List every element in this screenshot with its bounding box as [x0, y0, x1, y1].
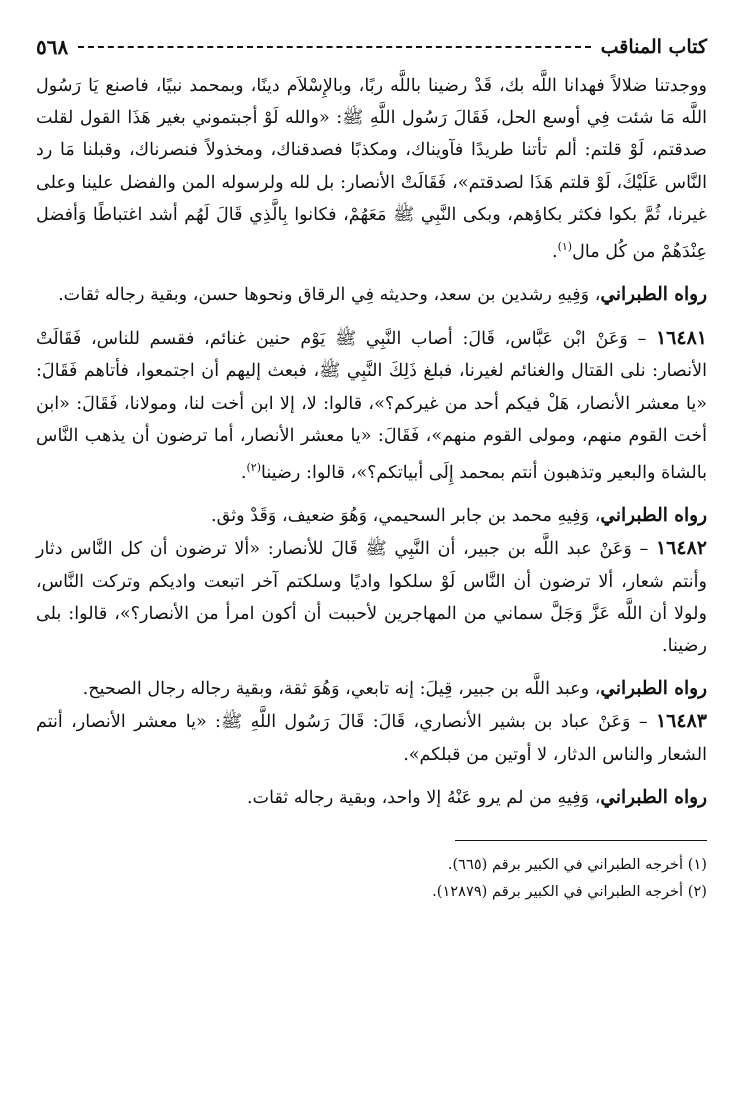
footnote-1: (١) أخرجه الطبراني في الكبير برقم (٦٦٥). [447, 855, 707, 873]
hadith-paragraph: ١٦٤٨١ – وَعَنْ ابْن عَبَّاس، قَالَ: أصاب النَّبِي ﷺ يَوْم حنين غنائم، فقسم للناس، فَقَالَتْ الأنصار: نلى القتال والغنائم لغيرنا، فبلغ ذَلِكَ النَّبِي ﷺ، فبعث إليهم أن اجتمعوا، فأتاهم فَقَالَ: «يا معشر الأنصار، هَلْ فيكم أحد من غيركم؟»، قالوا: لا، إلا ابن أخت لنا، ومولانا، فَقَالَ: «ابن أخت القوم منهم، ومولى القوم منهم»، فَقَالَ: «يا معشر الأنصار، أما ترضون أن يذهب النَّاس بالشاة والبعير وتذهبون أنتم بمحمد إِلَى أبياتكم؟»، قالوا: رضينا$^{(٢)}$. [36, 327, 707, 483]
footnote-separator [455, 840, 707, 841]
hadith-number: ١٦٤٨٣ [655, 710, 707, 733]
page-header [36, 32, 707, 62]
narration-note [36, 673, 707, 705]
narration-note [36, 782, 707, 814]
narrator-label: رواه الطبراني [600, 284, 707, 306]
page-body [36, 70, 707, 905]
paragraph-text: – وَعَنْ ابْن عَبَّاس، قَالَ: أصاب النَّبِي ﷺ يَوْم حنين غنائم، فقسم للناس، فَقَالَتْ الأنصار: نلى القتال والغنائم لغيرنا، فبلغ ذَلِكَ النَّبِي ﷺ، فبعث إليهم أن اجتمعوا، فأتاهم فَقَالَ: «يا معشر الأنصار، هَلْ فيكم أحد من غيركم؟»، قالوا: لا، إلا ابن أخت لنا، ومولانا، فَقَالَ: «ابن أخت القوم منهم، ومولى القوم منهم»، فَقَالَ: «يا معشر الأنصار، أما ترضون أن يذهب النَّاس بالشاة والبعير وتذهبون أنتم بمحمد إِلَى أبياتكم؟»، قالوا: رضينا [36, 329, 707, 483]
paragraph-text: ، وَفِيهِ من لم يرو عَنْهُ إلا واحد، وبقية رجاله ثقات. [246, 787, 601, 808]
narration-note [36, 279, 707, 311]
narrator-label: رواه الطبراني [600, 505, 707, 527]
hadith-paragraph [36, 705, 707, 770]
header-dashed-rule [78, 46, 590, 48]
footnote-ref: (١) [557, 240, 573, 254]
paragraph-text: ، وعبد اللَّه بن جبير، قِيلَ: إنه تابعي، وَهُوَ ثقة، وبقية رجاله رجال الصحيح. [82, 679, 601, 700]
narrator-label: رواه الطبراني [600, 678, 707, 700]
footnote-2: (٢) أخرجه الطبراني في الكبير برقم (١٢٨٧٩). [432, 882, 707, 900]
hadith-continuation-paragraph: ووجدتنا ضلالاً فهدانا اللَّه بك، قَدْ رضينا باللَّه ربًا، وبالإِسْلاَم دينًا، وبمحمد نبيًا، فاصنع يَا رَسُول اللَّه مَا شئت فِي أوسع الحل، فَقَالَ رَسُول اللَّهِ ﷺ: «والله لَوْ أجبتموني بغير هَذَا القول لقلت صدقتم، لَوْ قلتم: ألم تأتنا طريدًا فآويناك، ومكذبًا فصدقناك، ومخذولاً فنصرناك، وقبلنا مَا رد النَّاس عَلَيْكَ، لَوْ قلتم هَذَا لصدقتم»، فَقَالَتْ الأنصار: بل لله ولرسوله المن والفضل علينا وعلى غيرنا، ثُمَّ بكوا فكثر بكاؤهم، وبكى النَّبِي ﷺ مَعَهُمْ، فكانوا بِالَّذِي قَالَ لَهُم أشد اغتباطًا وَأفضل عِنْدَهُمْ من كُل مال$^{(١)}$. [36, 76, 707, 262]
book-title: كتاب المناقب [600, 36, 707, 58]
hadith-number: ١٦٤٨٢ [655, 537, 707, 560]
hadith-number: ١٦٤٨١ [655, 327, 707, 350]
paragraph-text: ووجدتنا ضلالاً فهدانا اللَّه بك، قَدْ رضينا باللَّه ربًا، وبالإِسْلاَم دينًا، وبمحمد نبيًا، فاصنع يَا رَسُول اللَّه مَا شئت فِي أوسع الحل، فَقَالَ رَسُول اللَّهِ ﷺ: «والله لَوْ أجبتموني بغير هَذَا القول لقلت صدقتم، لَوْ قلتم: ألم تأتنا طريدًا فآويناك، ومكذبًا فصدقناك، ومخذولاً فنصرناك، وقبلنا مَا رد النَّاس عَلَيْكَ، لَوْ قلتم هَذَا لصدقتم»، فَقَالَتْ الأنصار: بل لله ولرسوله المن والفضل علينا وعلى غيرنا، ثُمَّ بكوا فكثر بكاؤهم، وبكى النَّبِي ﷺ مَعَهُمْ، فكانوا بِالَّذِي قَالَ لَهُم أشد اغتباطًا وَأفضل عِنْدَهُمْ من كُل مال [36, 76, 707, 262]
paragraph-text: ، وَفِيهِ رشدين بن سعد، وحديثه فِي الرقاق ونحوها حسن، وبقية رجاله ثقات. [58, 285, 601, 306]
page-number: ٥٦٨ [36, 35, 69, 59]
narration-note [36, 500, 707, 532]
hadith-paragraph [36, 532, 707, 662]
narrator-label: رواه الطبراني [600, 786, 707, 808]
paragraph-text: – وَعَنْ عباد بن بشير الأنصاري، قَالَ: قَالَ رَسُول اللَّهِ ﷺ: «يا معشر الأنصار، أنتم الشعار والناس الدثار، لا أوتين من قبلكم». [36, 712, 707, 765]
footnotes [36, 851, 707, 905]
paragraph-text: ، وَفِيهِ محمد بن جابر السحيمي، وَهُوَ ضعيف، وَقَدْ وثق. [211, 506, 601, 527]
paragraph-text: – وَعَنْ عبد اللَّه بن جبير، أن النَّبِي ﷺ قَالَ للأنصار: «ألا ترضون أن كل النَّاس دثار وأنتم شعار، ألا ترضون أن النَّاس لَوْ سلكوا واديًا وسلكتم آخر اتبعت واديكم وتركت النَّاس، ولولا أن اللَّه عَزَّ وَجَلَّ سماني من المهاجرين لأحببت أن أكون امرأ من الأنصار؟»، قالوا: بلى رضينا. [36, 539, 707, 656]
footnote-ref: (٢) [246, 461, 262, 475]
